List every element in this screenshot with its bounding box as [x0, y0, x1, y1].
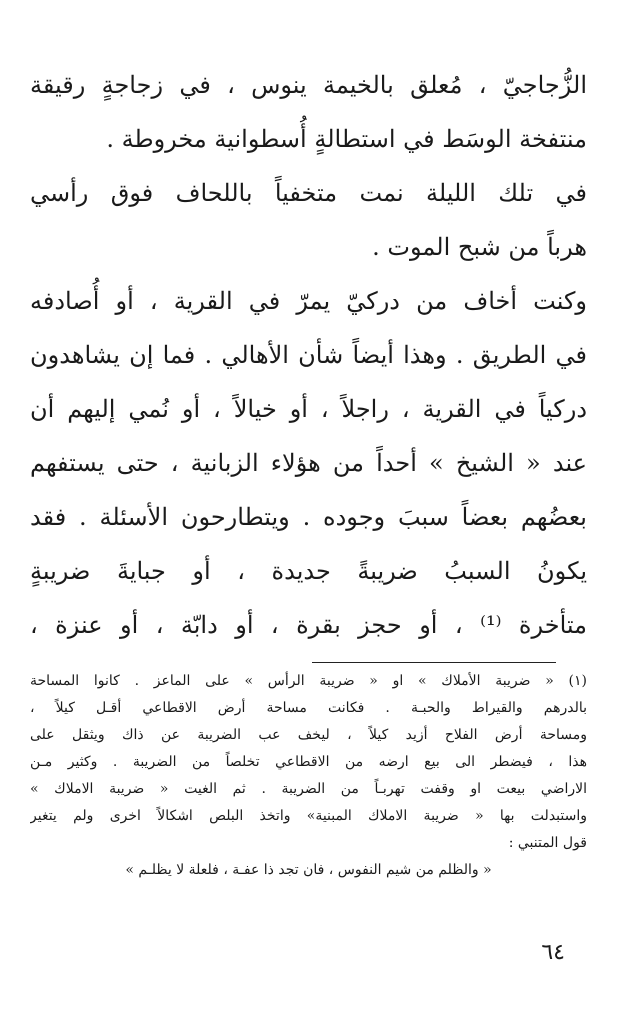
- body-text: [30, 58, 587, 652]
- body-line: متأخرة ⁽¹⁾ ، أو حجز بقرة ، أو دابّة ، أو عنزة ،: [30, 611, 587, 639]
- body-line: في تلك الليلة نمت متخفياً باللحاف فوق رأسي: [30, 179, 587, 207]
- page-number: ٦٤: [541, 940, 565, 965]
- body-line: منتفخة الوسَط في استطالةٍ أُسطوانية مخروطة .: [106, 125, 587, 153]
- footnote-line: ومساحة أرض الفلاح أزيد كيلاً ، ليخف عب الضريبة عن ذاك ويثقل على: [30, 727, 587, 743]
- footnote-line: واستبدلت بها « ضريبة الاملاك المبنية» واتخذ البلص اشكالاً اخرى ولم يتغير: [30, 808, 587, 824]
- body-line: في الطريق . وهذا أيضاً شأن الأهالي . فما إن يشاهدون: [30, 341, 587, 369]
- body-line: عند « الشيخ » أحداً من هؤلاء الزبانية ، حتى يستفهم: [30, 449, 587, 477]
- footnote-line: (١) « ضريبة الأملاك » او « ضريبة الرأس » على الماعز . كانوا المساحة: [30, 673, 587, 689]
- footnote-line: الاراضي بيعت او وقفت تهربـاً من الضريبة . ثم الغيت « ضريبة الاملاك »: [30, 781, 587, 797]
- footnote-separator: [312, 662, 556, 663]
- body-line: بعضُهم بعضاً سببَ وجوده . ويتطارحون الأسئلة . فقد: [30, 503, 587, 531]
- body-line: الزُّجاجيّ ، مُعلق بالخيمة ينوس ، في زجاجةٍ رقيقة: [30, 71, 587, 99]
- body-line: يكونُ السببُ ضريبةً جديدة ، أو جبايةَ ضريبةٍ: [30, 557, 587, 585]
- body-line: وكنت أخاف من دركيّ يمرّ في القرية ، أو أُصادفه: [30, 287, 587, 315]
- body-line: هرباً من شبح الموت .: [372, 233, 587, 261]
- footnote-line: هذا ، فيضطر الى بيع ارضه من الاقطاعي تخلصاً من الضريبة . وكثير مـن: [30, 754, 587, 770]
- body-line: دركياً في القرية ، راجلاً ، أو خيالاً ، أو نُمي إليهم أن: [30, 395, 587, 423]
- footnote-line: قول المتنبي :: [508, 835, 587, 851]
- footnote-line: بالدرهم والقيراط والحبـة . فكانت مساحة أرض الاقطاعي أقـل كيلاً ،: [30, 700, 587, 716]
- footnote-verse: « والظلم من شيم النفوس ، فان تجد ذا عفـة ، فلعلة لا يظلـم »: [125, 862, 492, 878]
- footnotes: [30, 668, 587, 884]
